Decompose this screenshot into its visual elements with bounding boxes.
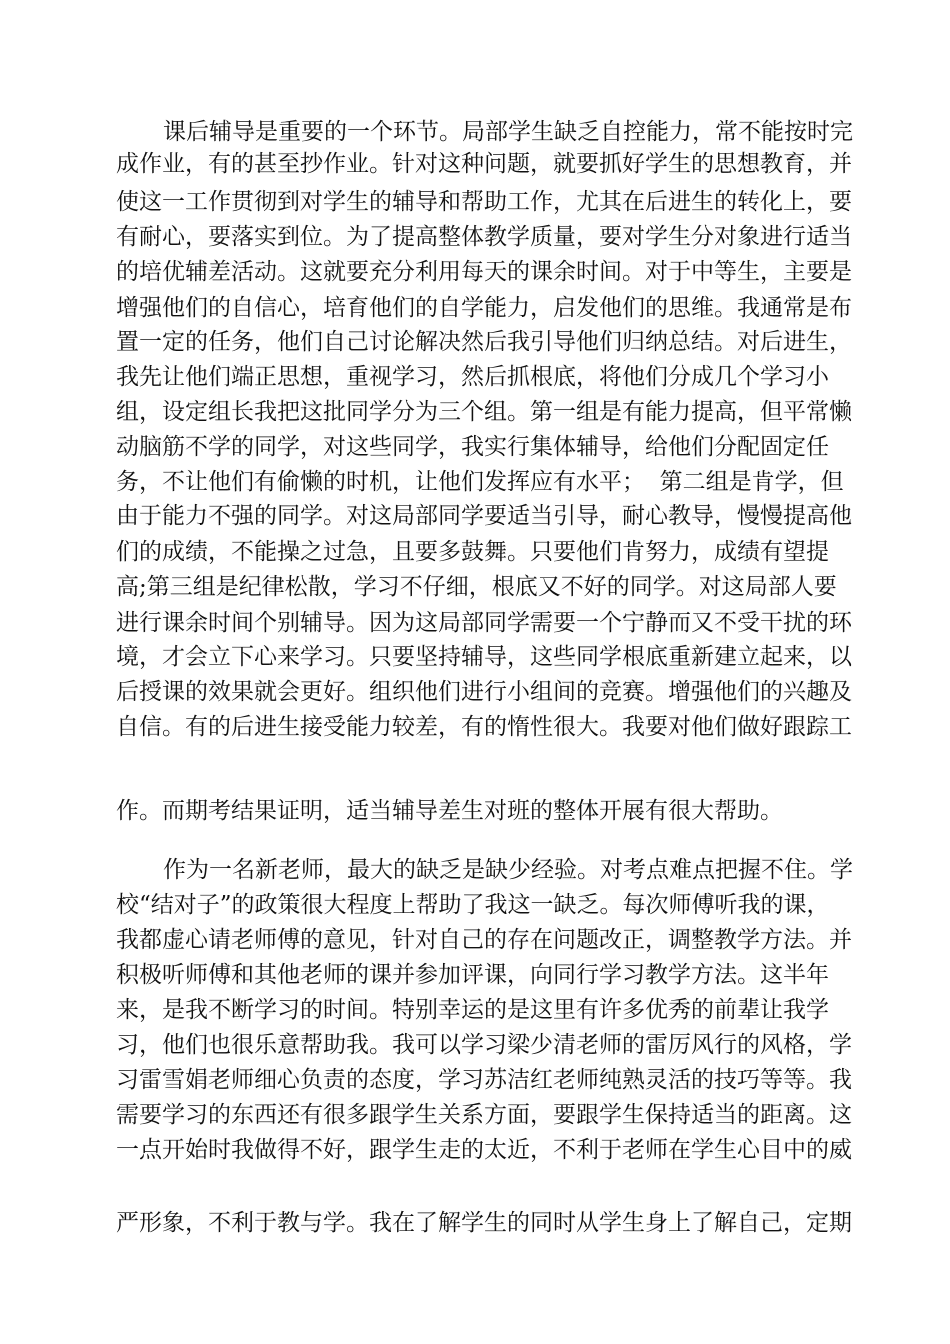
paragraph-line: 我先让他们端正思想，重视学习，然后抓根底，将他们分成几个学习小 (116, 364, 829, 390)
paragraph-line: 由于能力不强的同学。对这局部同学要适当引导，耐心教导，慢慢提高他 (116, 503, 852, 529)
paragraph-line: 一点开始时我做得不好，跟学生走的太近，不利于老师在学生心目中的威 (116, 1137, 852, 1163)
paragraph-line: 习，他们也很乐意帮助我。我可以学习梁少清老师的雷厉风行的风格，学 (116, 1032, 852, 1058)
paragraph-line: 课后辅导是重要的一个环节。局部学生缺乏自控能力，常不能按时完 (163, 119, 853, 145)
paragraph-line: 来，是我不断学习的时间。特别幸运的是这里有许多优秀的前辈让我学 (116, 997, 829, 1023)
paragraph-line: 作。而期考结果证明，适当辅导差生对班的整体开展有很大帮助。 (116, 798, 783, 824)
paragraph-line: 组，设定组长我把这批同学分为三个组。第一组是有能力提高，但平常懒 (116, 399, 852, 425)
paragraph-line: 作为一名新老师，最大的缺乏是缺少经验。对考点难点把握不住。学 (163, 857, 853, 883)
paragraph-line: 动脑筋不学的同学，对这些同学，我实行集体辅导，给他们分配固定任 (116, 434, 829, 460)
paragraph-line: 置一定的任务，他们自己讨论解决然后我引导他们归纳总结。对后进生， (116, 329, 852, 355)
paragraph-line: 境，才会立下心来学习。只要坚持辅导，这些同学根底重新建立起来，以 (116, 644, 852, 670)
paragraph-line: 需要学习的东西还有很多跟学生关系方面，要跟学生保持适当的距离。这 (116, 1102, 852, 1128)
paragraph-line: 习雷雪娟老师细心负责的态度，学习苏洁红老师纯熟灵活的技巧等等。我 (116, 1067, 852, 1093)
paragraph-line: 后授课的效果就会更好。组织他们进行小组间的竞赛。增强他们的兴趣及 (116, 679, 852, 705)
paragraph-line: 务，不让他们有偷懒的时机，让他们发挥应有水平； 第二组是肯学，但 (116, 469, 844, 495)
paragraph-line: 们的成绩，不能操之过急，且要多鼓舞。只要他们肯努力，成绩有望提 (116, 539, 829, 565)
paragraph-line: 高;第三组是纪律松散，学习不仔细，根底又不好的同学。对这局部人要 (116, 574, 837, 600)
paragraph-line: 增强他们的自信心，培育他们的自学能力，启发他们的思维。我通常是布 (116, 295, 852, 321)
paragraph-line: 进行课余时间个别辅导。因为这局部同学需要一个宁静而又不受干扰的环 (116, 610, 852, 636)
paragraph-line: 的培优辅差活动。这就要充分利用每天的课余时间。对于中等生，主要是 (116, 259, 852, 285)
paragraph-line: 成作业，有的甚至抄作业。针对这种问题，就要抓好学生的思想教育，并 (116, 151, 852, 177)
paragraph-line: 使这一工作贯彻到对学生的辅导和帮助工作，尤其在后进生的转化上，要 (116, 189, 852, 215)
paragraph-line: 校“结对子”的政策很大程度上帮助了我这一缺乏。每次师傅听我的课， (116, 892, 830, 918)
paragraph-line: 有耐心，要落实到位。为了提高整体教学质量，要对学生分对象进行适当 (116, 224, 852, 250)
paragraph-line: 自信。有的后进生接受能力较差，有的惰性很大。我要对他们做好跟踪工 (116, 714, 852, 740)
paragraph-line: 我都虚心请老师傅的意见，针对自己的存在问题改正，调整教学方法。并 (116, 927, 852, 953)
paragraph-line: 严形象，不利于教与学。我在了解学生的同时从学生身上了解自己，定期 (116, 1210, 852, 1236)
paragraph-line: 积极听师傅和其他老师的课并参加评课，向同行学习教学方法。这半年 (116, 962, 829, 988)
